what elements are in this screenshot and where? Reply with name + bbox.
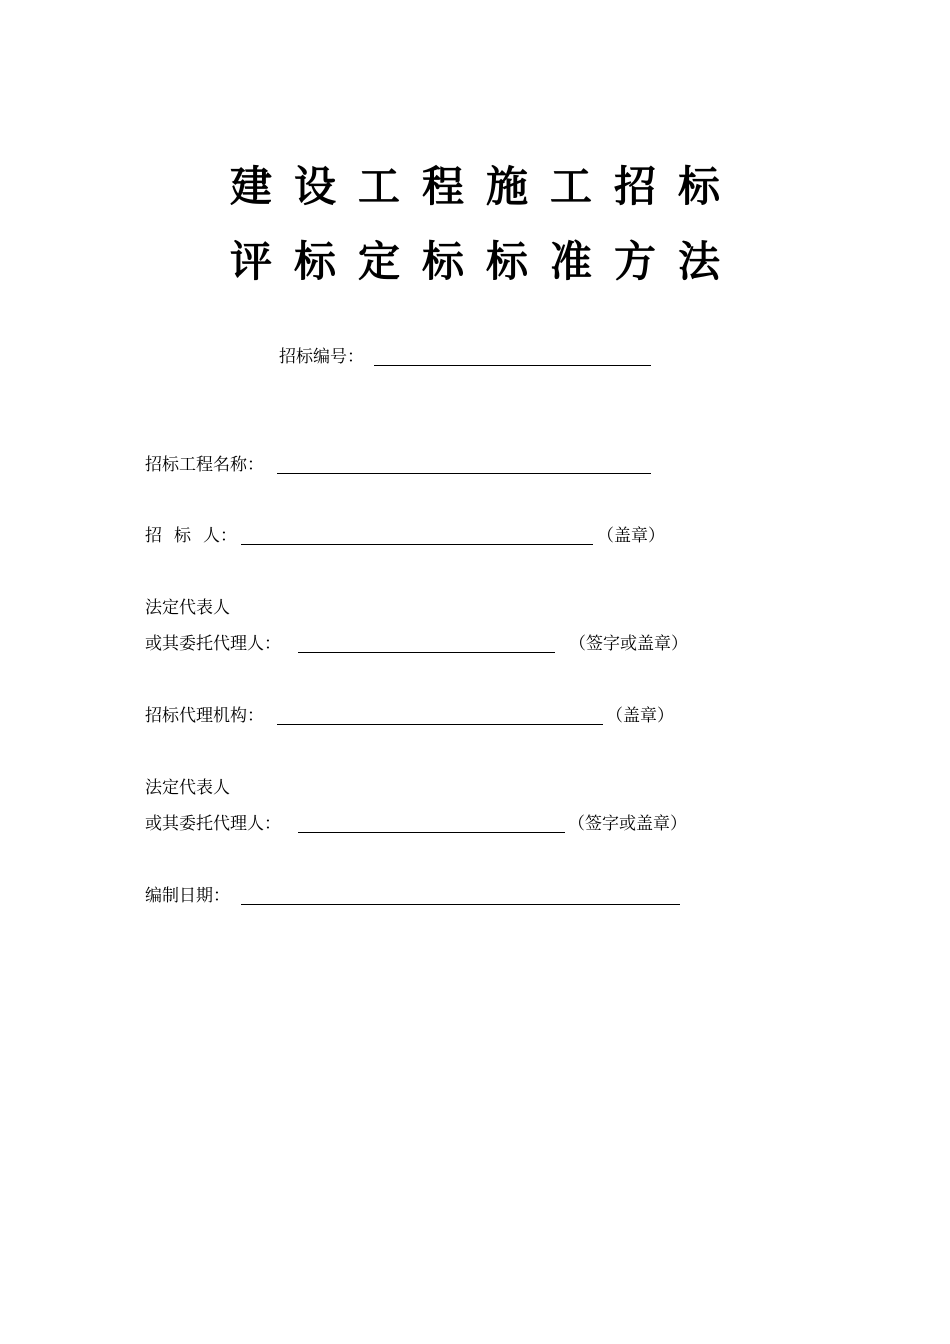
tenderer-label-char-3: 人： bbox=[203, 526, 237, 546]
legal-rep-2-label-line1: 法定代表人 bbox=[145, 778, 230, 798]
legal-rep-2-sign-note: （签字或盖章） bbox=[568, 814, 687, 834]
legal-rep-2-label-line2: 或其委托代理人： bbox=[145, 814, 281, 834]
legal-rep-1-label-line2: 或其委托代理人： bbox=[145, 634, 281, 654]
tenderer-label-char-1: 招 bbox=[145, 526, 162, 546]
legal-rep-1-label-line1: 法定代表人 bbox=[145, 598, 230, 618]
compile-date-field[interactable] bbox=[241, 904, 680, 905]
bid-number-label: 招标编号： bbox=[279, 347, 364, 367]
agency-seal-note: （盖章） bbox=[606, 706, 674, 726]
bid-number-field[interactable] bbox=[374, 365, 651, 366]
document-title-line-1: 建设工程施工招标 bbox=[229, 162, 742, 211]
tenderer-label bbox=[145, 525, 237, 547]
tenderer-label-char-2: 标 bbox=[174, 526, 191, 546]
tenderer-field[interactable] bbox=[241, 544, 593, 545]
project-name-label: 招标工程名称： bbox=[145, 455, 264, 475]
legal-rep-2-field[interactable] bbox=[298, 832, 565, 833]
agency-field[interactable] bbox=[277, 724, 603, 725]
compile-date-label: 编制日期： bbox=[145, 886, 230, 906]
document-title-line-2: 评标定标标准方法 bbox=[229, 237, 742, 286]
legal-rep-1-field[interactable] bbox=[298, 652, 555, 653]
legal-rep-1-sign-note: （签字或盖章） bbox=[569, 634, 688, 654]
agency-label: 招标代理机构： bbox=[145, 706, 264, 726]
tenderer-seal-note: （盖章） bbox=[597, 526, 665, 546]
project-name-field[interactable] bbox=[277, 473, 651, 474]
